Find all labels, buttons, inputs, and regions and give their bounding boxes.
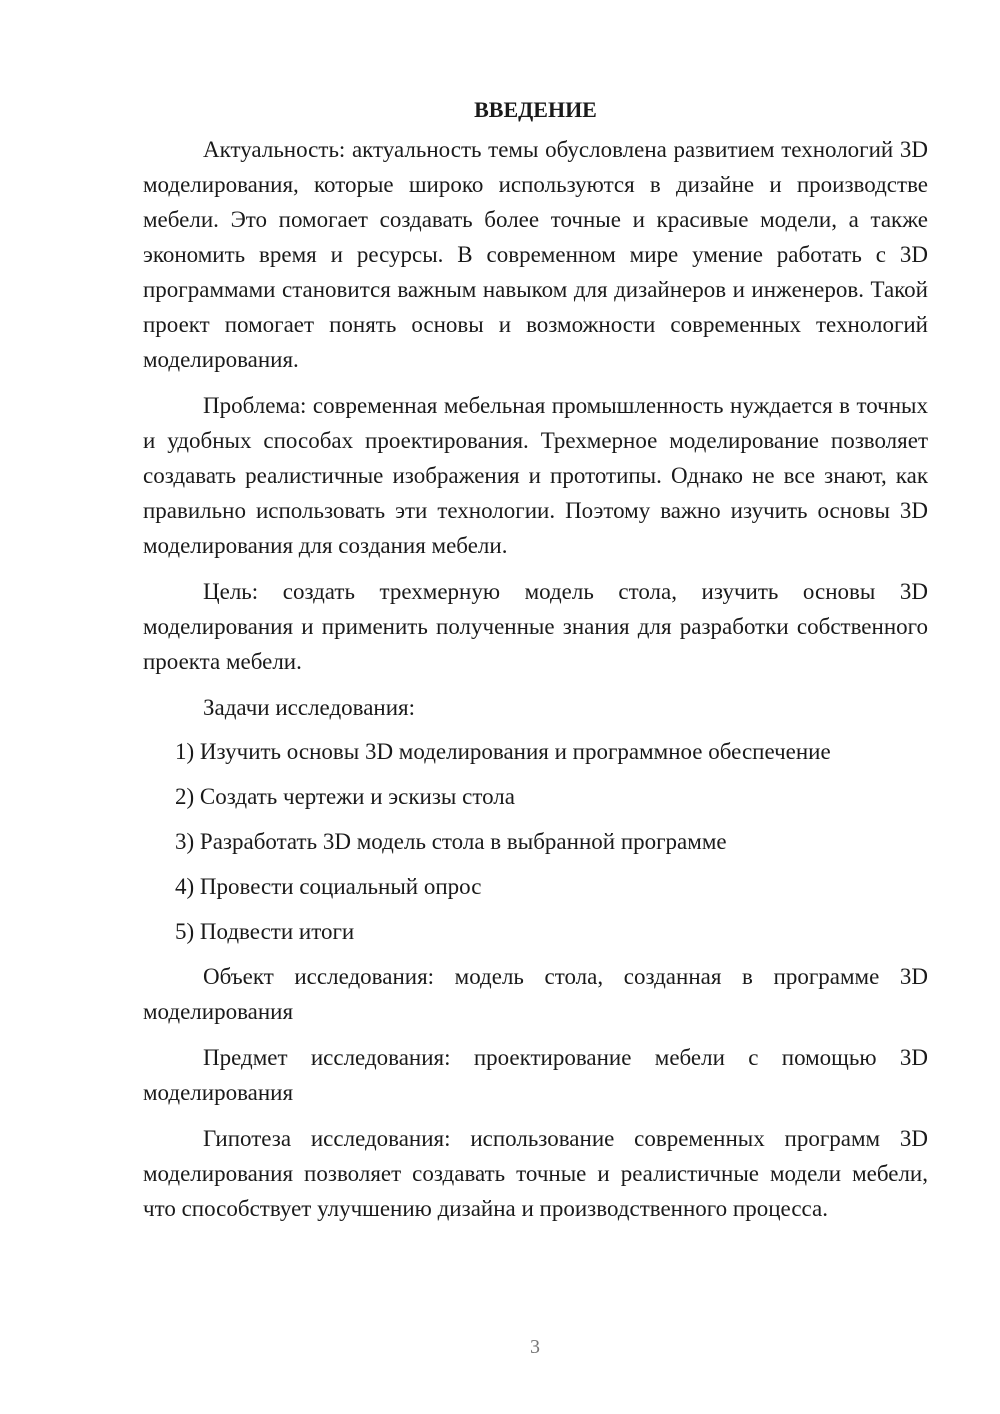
document-body <box>143 92 928 1237</box>
list-item: 3) Разработать 3D модель стола в выбранной программе <box>175 829 727 854</box>
page-number: 3 <box>530 1336 540 1358</box>
paragraph-relevance: Актуальность: актуальность темы обусловлена развитием технологий 3D моделирования, которые широко используются в дизайне и производстве мебели. Это помогает создавать более точные и красивые модели, а также экономить время и ресурсы. В современном мире умение работать с 3D программами становится важным навыком для дизайнеров и инженеров. Такой проект помогает понять основы и возможности современных технологий моделирования. <box>143 137 928 372</box>
list-item: 2) Создать чертежи и эскизы стола <box>175 784 515 809</box>
list-item: 1) Изучить основы 3D моделирования и программное обеспечение <box>175 739 831 764</box>
list-item: 5) Подвести итоги <box>175 919 355 944</box>
paragraph-problem: Проблема: современная мебельная промышленность нуждается в точных и удобных способах проектирования. Трехмерное моделирование позволяет создавать реалистичные изображения и прототипы. Однако не все знают, как правильно использовать эти технологии. Поэтому важно изучить основы 3D моделирования для создания мебели. <box>143 393 928 558</box>
paragraph-hypothesis: Гипотеза исследования: использование современных программ 3D моделирования позволяет создавать точные и реалистичные модели мебели, что способствует улучшению дизайна и производственного процесса. <box>143 1126 928 1221</box>
paragraph-goal: Цель: создать трехмерную модель стола, изучить основы 3D моделирования и применить полученные знания для разработки собственного проекта мебели. <box>143 579 928 674</box>
paragraph-object: Объект исследования: модель стола, созданная в программе 3D моделирования <box>143 964 928 1024</box>
tasks-list <box>143 734 928 949</box>
page-title: ВВЕДЕНИЕ <box>474 97 597 122</box>
paragraph-subject: Предмет исследования: проектирование мебели с помощью 3D моделирования <box>143 1045 928 1105</box>
list-item: 4) Провести социальный опрос <box>175 874 482 899</box>
tasks-heading: Задачи исследования: <box>203 695 416 720</box>
